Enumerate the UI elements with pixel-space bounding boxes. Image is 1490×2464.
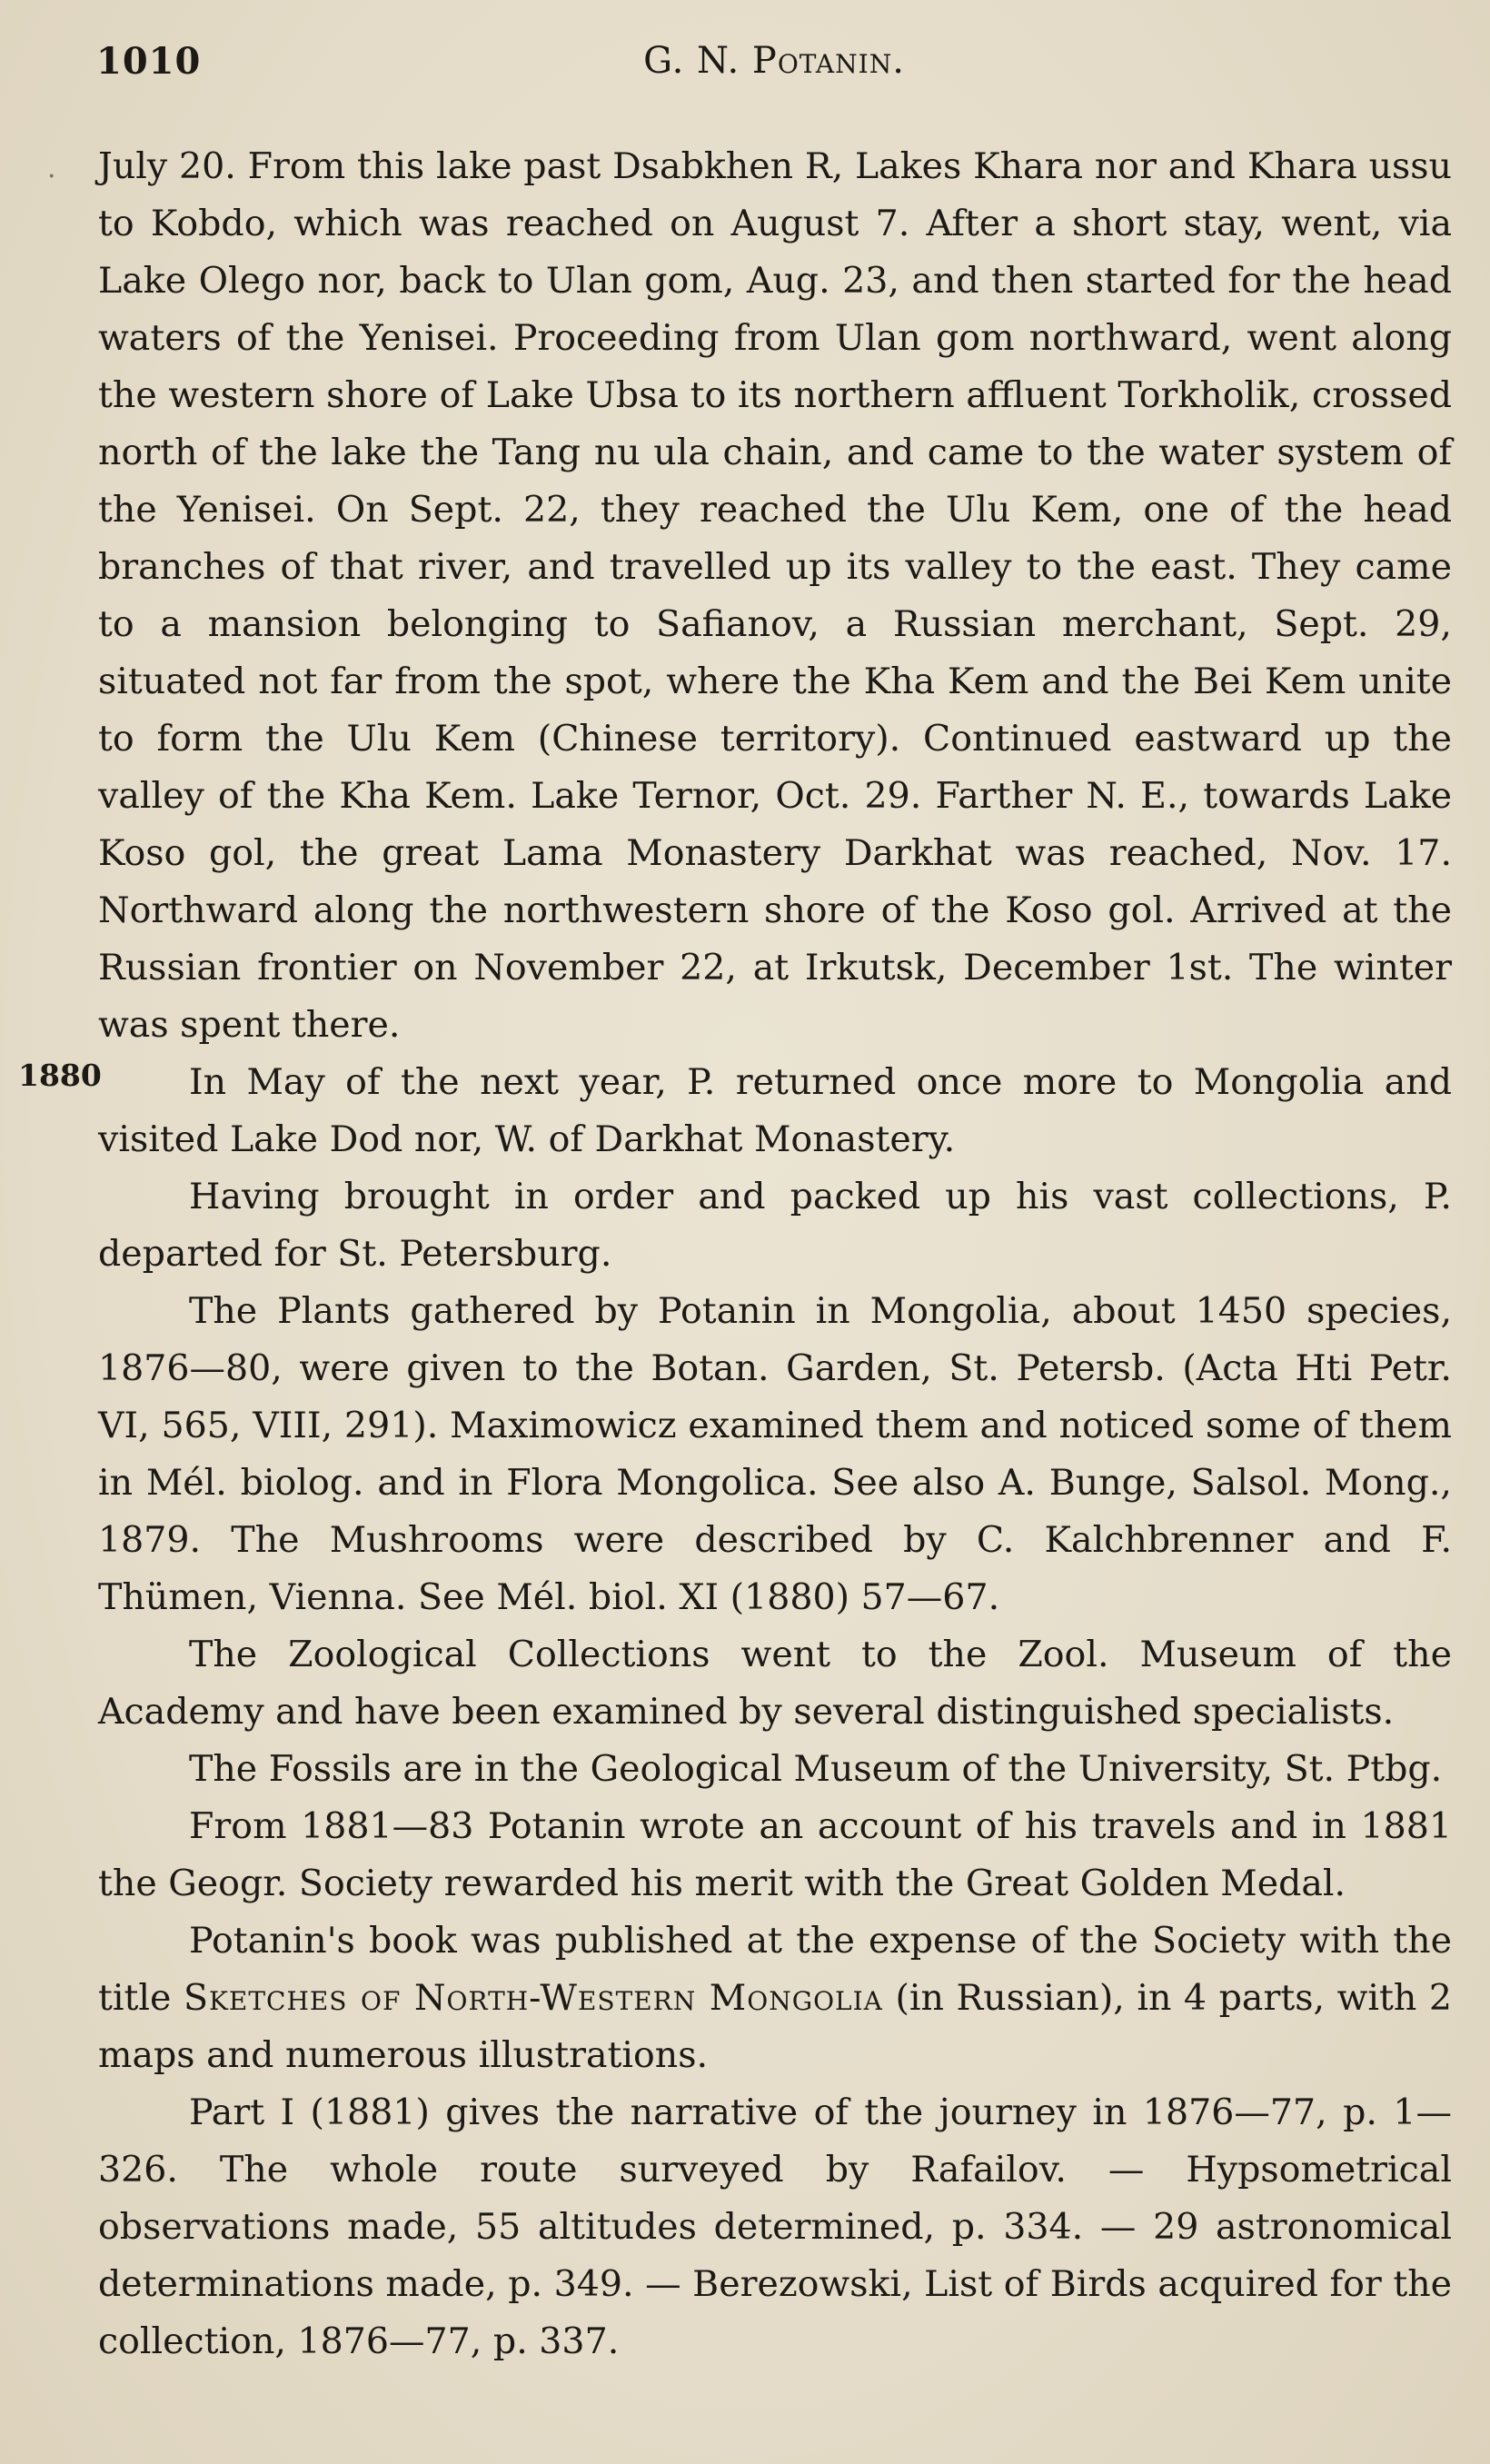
paragraph-plants: The Plants gathered by Potanin in Mongolia, about 1450 species, 1876—80, were given to the Botan. Garden, St. Petersb. (Acta Hti Petr. VI, 565, VIII, 291). Maximowicz examined them and noticed some of them in Mél. biolog. and in Flora Mongolica. See also A. Bunge, Salsol. Mong., 1879. The Mushrooms were described by C. Kalchbrenner and F. Thümen, Vienna. See Mél. biol. XI (1880) 57—67. — [98, 1290, 1452, 1618]
page-number: 1010 — [96, 40, 202, 83]
margin-year-1880: 1880 — [18, 1058, 102, 1093]
book-text-post: (in Russian), in 4 parts, with 2 maps and numerous illustrations. — [98, 1977, 1452, 2076]
paragraph-part-one: Part I (1881) gives the narrative of the journey in 1876—77, p. 1—326. The whole route surveyed by Rafailov. — Hypsometrical observations made, 55 altitudes determined, p. 334. — 29 astronomical determinations made, p. 349. — Berezowski, List of Birds acquired for the collection, 1876—77, p. 337. — [98, 2091, 1453, 2362]
paragraph-account-medal: From 1881—83 Potanin wrote an account of his travels and in 1881 the Geogr. Society rewarded his merit with the Great Golden Medal. — [98, 1805, 1452, 1904]
book-text-pre: Potanin's book was published at the expense of the Society with the title — [98, 1920, 1452, 2019]
paragraph-zoological: The Zoological Collections went to the Zool. Museum of the Academy and have been examined by several distinguished specialists. — [98, 1634, 1452, 1733]
paragraph-fossils: The Fossils are in the Geological Museum of the University, St. Ptbg. — [189, 1748, 1443, 1790]
paragraph-book — [98, 1913, 1452, 2084]
header-title: G. N. Potanin. — [643, 40, 905, 82]
paragraph-journey-continued: July 20. From this lake past Dsabkhen R, Lakes Khara nor and Khara ussu to Kobdo, which was reached on August 7. After a short stay, went, via Lake Olego nor, back to Ulan gom, Aug. 23, and then started for the head waters of the Yenisei. Proceeding from Ulan gom northward, went along the western shore of Lake Ubsa to its northern affluent Torkholik, crossed north of the lake the Tang nu ula chain, and came to the water system of the Yenisei. On Sept. 22, they reached the Ulu Kem, one of the head branches of that river, and travelled up its valley to the east. They came to a mansion belonging to Safianov, a Russian merchant, Sept. 29, situated not far from the spot, where the Kha Kem and the Bei Kem unite to form the Ulu Kem (Chinese territory). Continued eastward up the valley of the Kha Kem. Lake Ternor, Oct. 29. Farther N. E., towards Lake Koso gol, the great Lama Monastery Darkhat was reached, Nov. 17. Northward along the northwestern shore of the Koso gol. Arrived at the Russian frontier on November 22, at Irkutsk, December 1st. The winter was spent there. — [98, 145, 1452, 1046]
paragraph-1880-return: In May of the next year, P. returned once more to Mongolia and visited Lake Dod nor, W. of Darkhat Monastery. — [98, 1061, 1452, 1160]
book-title: Sketches of North-Western Mongolia — [183, 1977, 883, 2019]
paragraph-departure: Having brought in order and packed up his vast collections, P. departed for St. Petersburg. — [98, 1176, 1452, 1275]
margin-mark: . — [47, 153, 56, 184]
body-text — [98, 138, 1452, 2370]
running-head — [96, 40, 1452, 104]
